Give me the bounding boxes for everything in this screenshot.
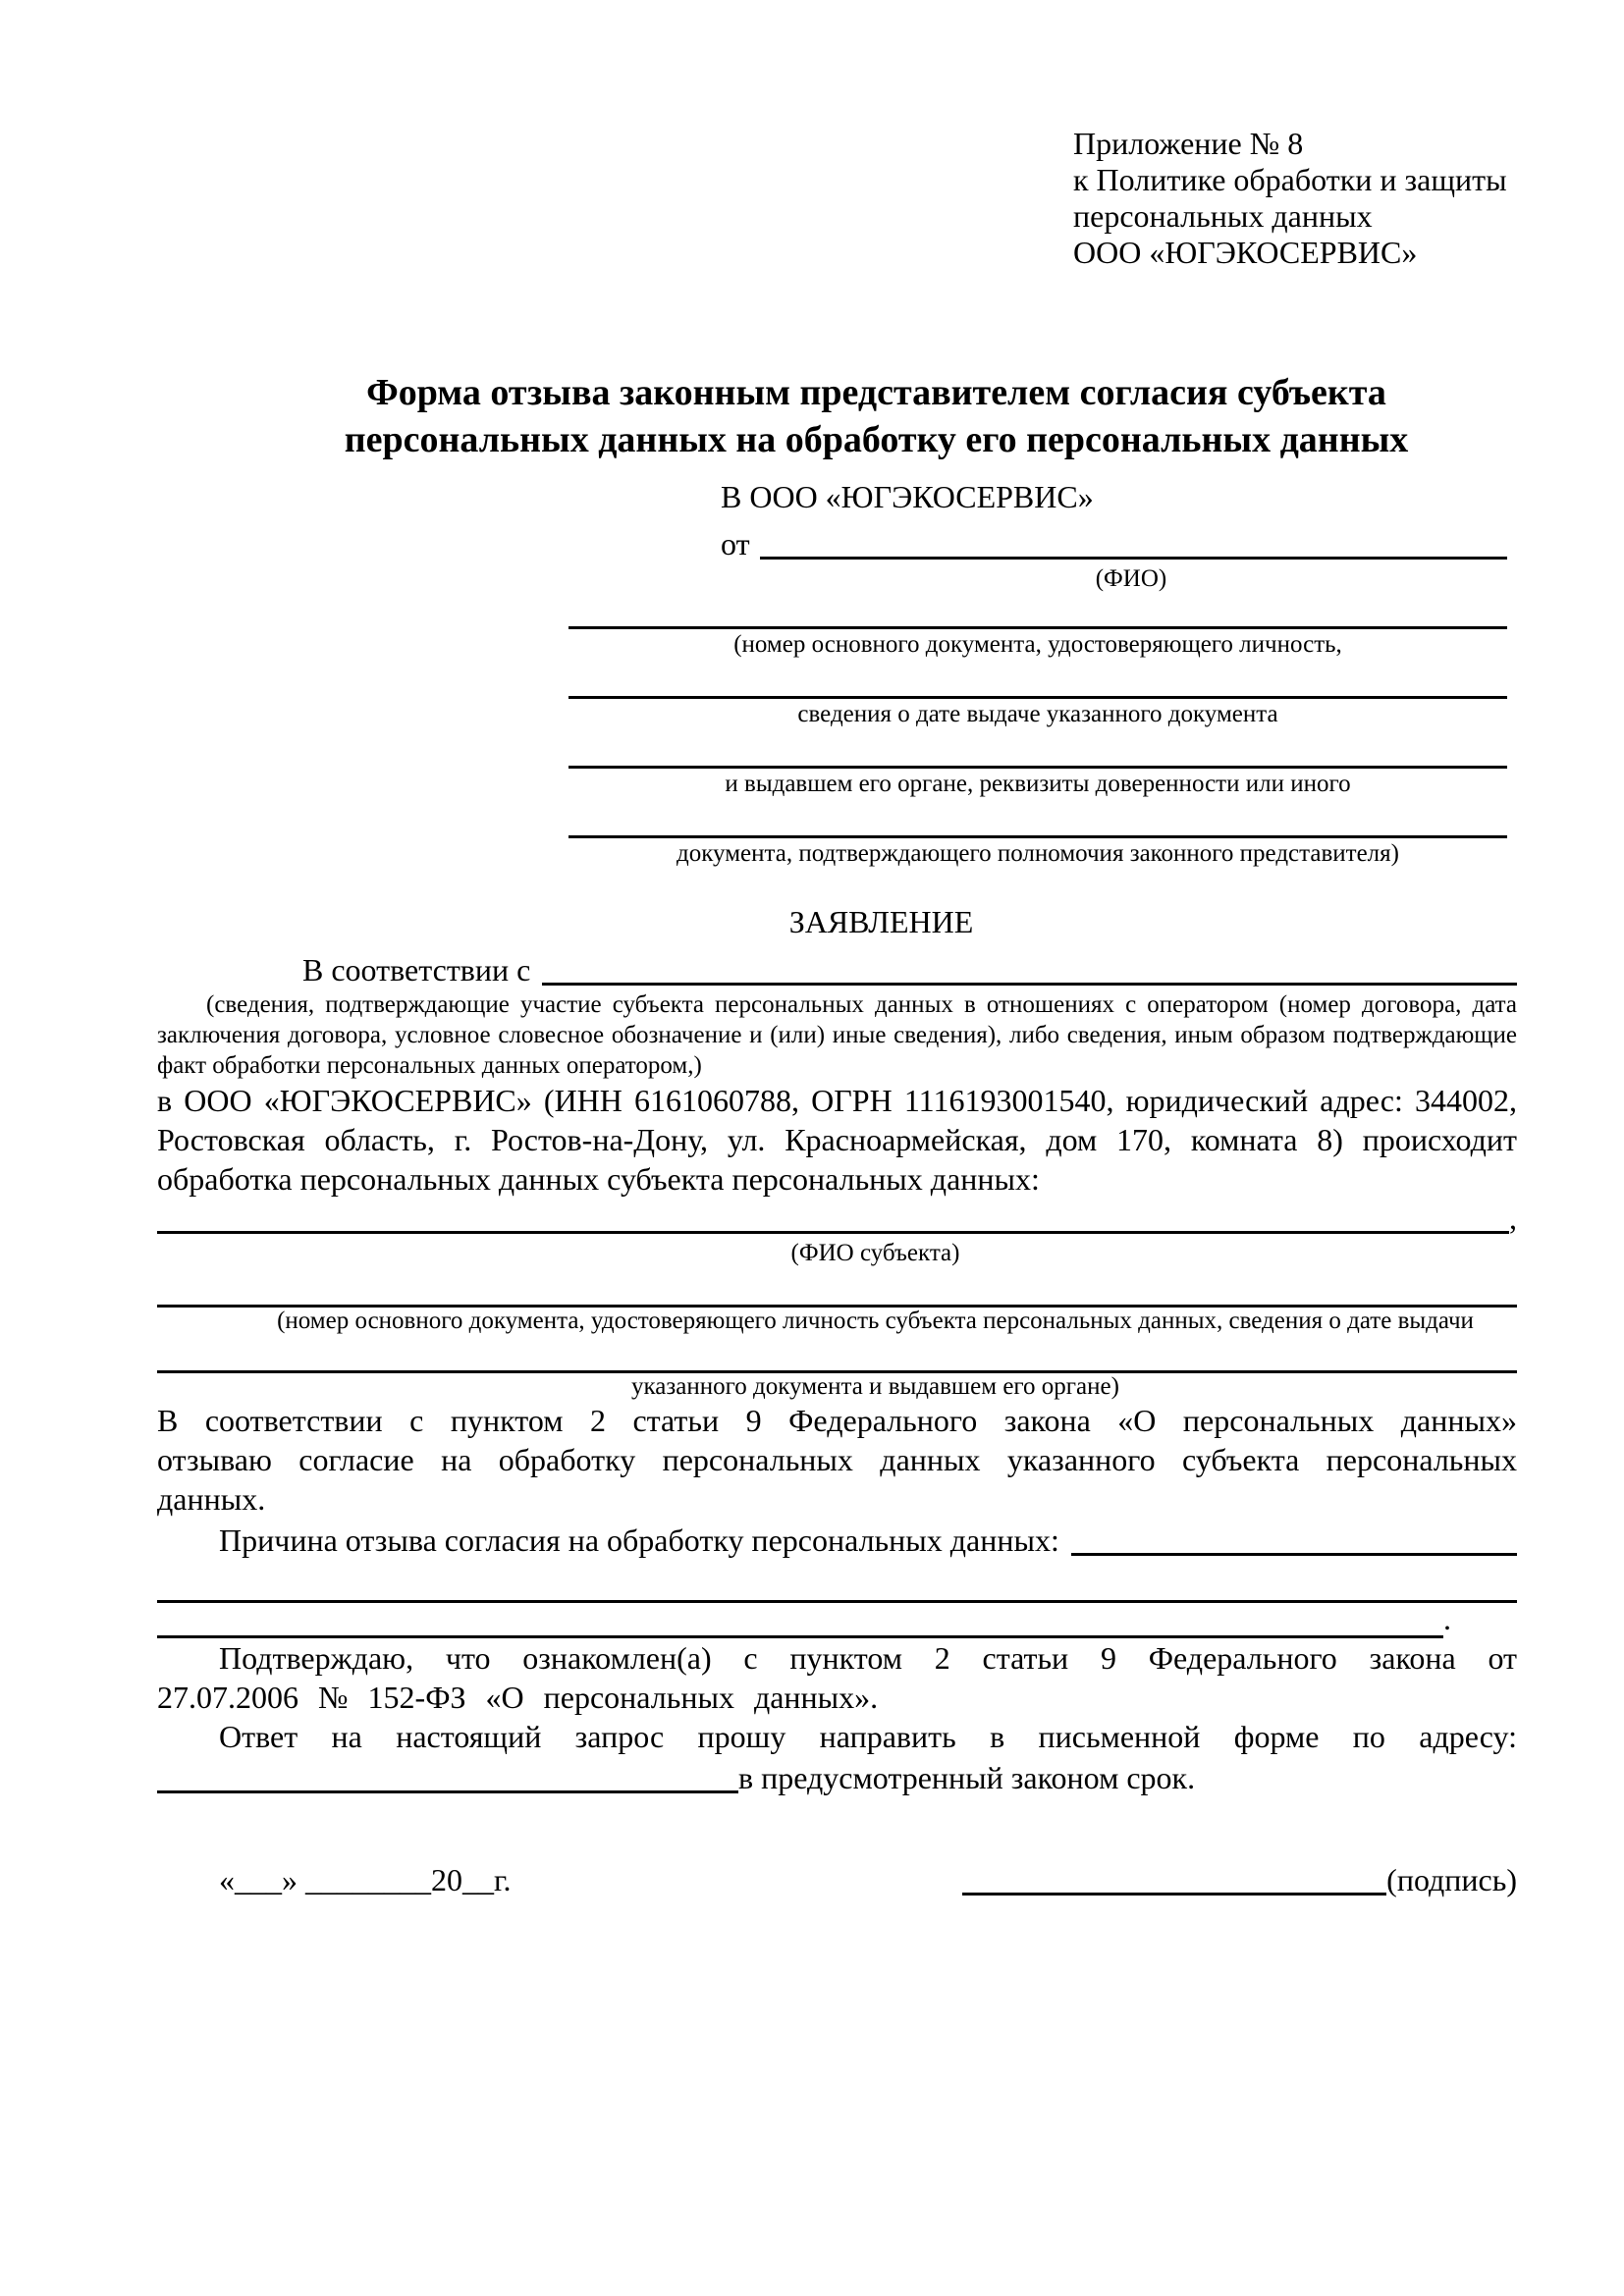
operator-paragraph: в ООО «ЮГЭКОСЕРВИС» (ИНН 6161060788, ОГРН 1116193001540, юридический адрес: 344002, Ростовская область, г. Ростов-на-Дону, ул. Красноармейская, дом 170, комната 8) происходит обработка персональных данных субъекта персональных данных: [157, 1083, 1517, 1197]
intro-caption: (сведения, подтверждающие участие субъекта персональных данных в отношениях с оператором (номер договора, дата заключения договора, условное словесное обозначение и (или) иные сведения), либо сведения, иным образом подтверждающие факт обработки персональных данных оператором,) [157, 991, 1517, 1079]
subject-fio-row [157, 1199, 1517, 1238]
addressee-company: В ООО «ЮГЭКОСЕРВИС» [721, 479, 1094, 514]
appendix-policy-line: к Политике обработки и защиты [1073, 162, 1507, 197]
period-mark: . [1443, 1601, 1451, 1636]
from-row [568, 518, 1507, 563]
addressee-block [568, 475, 1507, 870]
reason-label: Причина отзыва согласия на обработку персональных данных: [219, 1522, 1059, 1558]
signature-caption: (подпись) [1386, 1862, 1517, 1897]
reason-row [157, 1519, 1517, 1560]
appendix-policy-line2: персональных данных [1073, 198, 1373, 234]
appendix-number: Приложение № 8 [1073, 126, 1304, 161]
subject-doc-line-1[interactable] [157, 1269, 1517, 1308]
date-field[interactable]: «___» ________20__г. [219, 1862, 512, 1897]
signature-footer [157, 1856, 1517, 1899]
intro-row [157, 944, 1517, 989]
statement-heading: ЗАЯВЛЕНИЕ [788, 904, 974, 939]
reply-address-line[interactable] [157, 1757, 738, 1793]
representative-doc-line-3[interactable] [568, 730, 1507, 769]
doc-caption-1: (номер основного документа, удостоверяющего личность, [733, 631, 1342, 658]
fio-caption: (ФИО) [1095, 565, 1167, 592]
doc-caption-4: документа, подтверждающего полномочия законного представителя) [677, 840, 1399, 867]
representative-fio-line[interactable] [760, 523, 1507, 560]
withdraw-paragraph: В соответствии с пунктом 2 статьи 9 Федерального закона «О персональных данных» отзываю согласие на обработку персональных данных указанного субъекта персональных данных. [157, 1403, 1517, 1517]
subject-doc-line-2[interactable] [157, 1335, 1517, 1373]
confirm-paragraph: Подтверждаю, что ознакомлен(а) с пунктом 2 статьи 9 Федерального закона от 27.07.2006 № 152-ФЗ «О персональных данных». [157, 1640, 1517, 1715]
reason-blank-row-2 [157, 1603, 1517, 1638]
from-label: от [721, 526, 750, 561]
reply-suffix: в предусмотренный законом срок. [738, 1760, 1196, 1795]
doc-caption-3: и выдавшем его органе, реквизиты доверенности или иного [725, 771, 1351, 797]
reason-line-end[interactable] [157, 1603, 1443, 1638]
signature-block [962, 1859, 1517, 1899]
page-title: Форма отзыва законным представителем согласия субъекта персональных данных на обработку его персональных данных [344, 372, 1409, 460]
company-name: ООО «ЮГЭКОСЕРВИС» [1073, 235, 1418, 270]
relation-details-line[interactable] [542, 949, 1517, 986]
signature-line[interactable] [962, 1859, 1386, 1896]
subject-doc-caption-1: (номер основного документа, удостоверяющего личность субъекта персональных данных, сведения о дате выдачи [277, 1308, 1474, 1334]
intro-prefix: В соответствии с [302, 952, 531, 988]
representative-doc-line-1[interactable] [568, 595, 1507, 629]
reason-blank-row-1 [157, 1568, 1517, 1603]
doc-caption-2: сведения о дате выдаче указанного документа [797, 701, 1278, 727]
subject-fio-line[interactable] [157, 1198, 1509, 1234]
appendix-header [1073, 126, 1517, 271]
reply-request-paragraph: Ответ на настоящий запрос прошу направить в письменной форме по адресу: [219, 1719, 1517, 1754]
representative-doc-line-2[interactable] [568, 661, 1507, 699]
representative-doc-line-4[interactable] [568, 800, 1507, 838]
comma-mark: , [1509, 1201, 1517, 1236]
subject-doc-caption-2: указанного документа и выдавшем его органе) [631, 1373, 1119, 1400]
reason-line-start[interactable] [1071, 1520, 1517, 1556]
reply-address-row [157, 1756, 1517, 1797]
reason-line-full[interactable] [157, 1568, 1517, 1603]
subject-fio-caption: (ФИО субъекта) [790, 1240, 960, 1266]
